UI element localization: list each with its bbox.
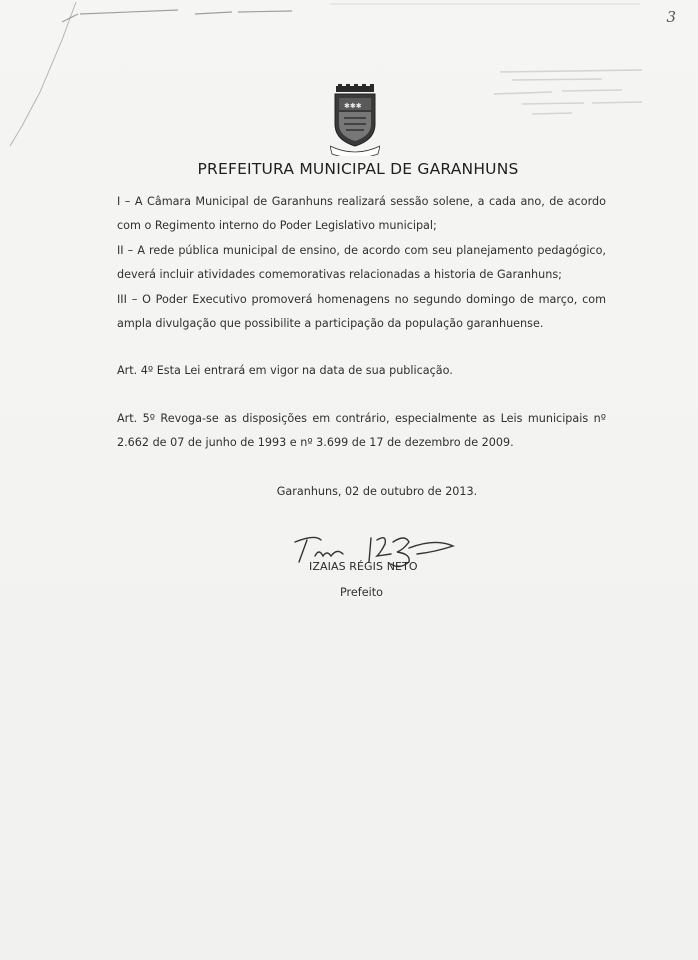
paragraph-item-2: II – A rede pública municipal de ensino, de acordo com seu planejamento pedagógico, deverá incluir atividades comemorativas relacionadas a historia de Garanhuns; (117, 243, 606, 282)
header-title: PREFEITURA MUNICIPAL DE GARANHUNS (197, 160, 519, 178)
page-number: 3 (666, 8, 676, 26)
paragraph-item-3: III – O Poder Executivo promoverá homenagens no segundo domingo de março, com ampla divulgação que possibilite a participação da população garanhuense. (117, 292, 606, 331)
signer-role: Prefeito (340, 586, 383, 599)
svg-text:✱✱✱: ✱✱✱ (344, 102, 362, 110)
date-line: Garanhuns, 02 de outubro de 2013. (276, 485, 478, 498)
municipal-crest-icon (330, 84, 380, 156)
signer-name: IZAIAS RÉGIS NETO (309, 560, 418, 573)
document-body (117, 190, 606, 456)
article-5: Art. 5º Revoga-se as disposições em contrário, especialmente as Leis municipais nº 2.662 de 07 de junho de 1993 e nº 3.699 de 17 de dezembro de 2009. (117, 411, 606, 450)
faint-stamp-mark (492, 60, 652, 120)
paragraph-item-1: I – A Câmara Municipal de Garanhuns realizará sessão solene, a cada ano, de acordo com o Regimento interno do Poder Legislativo municipal; (117, 195, 606, 233)
article-4: Art. 4º Esta Lei entrará em vigor na data de sua publicação. (117, 364, 453, 378)
